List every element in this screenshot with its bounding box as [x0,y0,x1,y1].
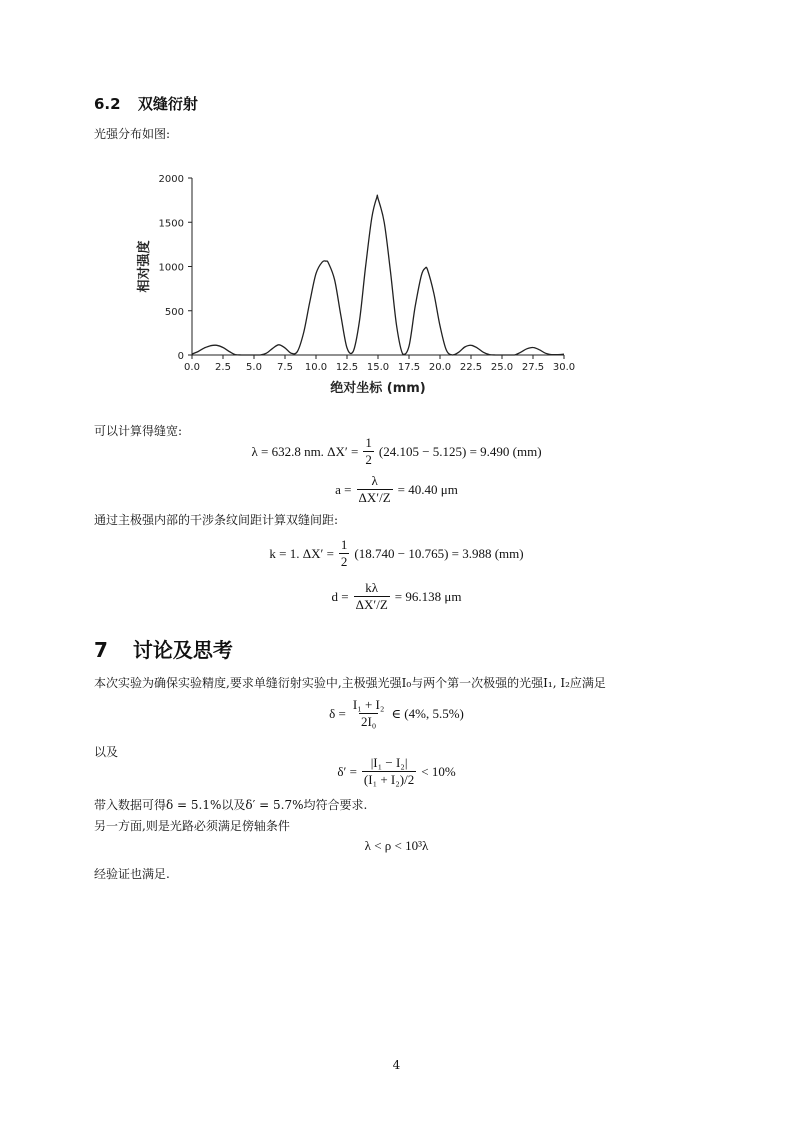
x-tick-label: 20.0 [428,362,452,373]
y-tick-label: 0 [177,351,184,362]
section-title: 讨论及思考 [132,638,233,662]
section-title: 双缝衍射 [137,95,198,113]
eq-lhs: a = [335,481,352,497]
x-tick-label: 25.0 [490,362,514,373]
y-tick-label: 500 [164,306,184,318]
x-tick-label: 0.0 [184,362,200,373]
and-text: 以及 [94,745,119,759]
x-tick-label: 2.5 [215,362,231,373]
eq-denominator: 2I₀ [360,714,377,729]
eq-numerator: |I₁ − I₂| [370,755,408,770]
eq-denominator: (I₁ + I₂)/2 [363,772,415,787]
eq-lhs: δ′ = [337,763,357,779]
equation-fringe-dx [0,538,793,569]
section-number: 6.2 [94,95,121,113]
equation-slit-separation [0,581,793,612]
discussion-paragraph: 本次实验为确保实验精度,要求单缝衍射实验中,主极强光强I₀与两个第一次极强的光强I₁, I₂应满足 [94,676,606,690]
y-tick-label: 1000 [158,262,184,274]
y-tick-label: 1500 [158,218,184,230]
eq-numerator: 1 [365,435,372,450]
eq-numerator: 1 [340,537,348,552]
eq-numerator: kλ [365,580,379,595]
eq-lhs: k = 1. ΔX′ = [269,545,334,561]
result-text: 带入数据可得δ = 5.1%以及δ′ = 5.7%均符合要求. [94,798,368,812]
y-tick-label: 2000 [158,174,184,185]
x-tick-label: 30.0 [552,362,576,373]
x-tick-label: 22.5 [459,362,483,373]
eq-rhs: (24.105 − 5.125) = 9.490 (mm) [378,443,542,459]
eq-denominator: 2 [340,554,348,569]
intensity-chart [130,170,590,415]
equation-delta-prime [0,756,793,787]
intensity-curve [192,195,564,355]
equation-paraxial: λ < ρ < 10³λ [364,838,429,853]
paraxial-text: 另一方面,则是光路必须满足傍轴条件 [94,819,290,833]
x-tick-label: 17.5 [397,362,421,373]
slit-width-text: 可以计算得缝宽: [94,424,183,438]
equation-slit-width [0,474,793,505]
verified-text: 经验证也满足. [94,867,170,881]
page-number: 4 [392,1058,401,1072]
x-tick-label: 10.0 [304,362,328,373]
eq-denominator: ΔX′/Z [358,490,391,505]
eq-numerator: λ [371,473,378,488]
eq-rhs: (18.740 − 10.765) = 3.988 (mm) [354,545,524,561]
equation-delta [0,698,793,729]
eq-rhs: = 96.138 μm [394,588,462,604]
section-heading-7 [94,634,233,663]
eq-rhs: ∈ (4%, 5.5%) [391,705,464,721]
x-tick-label: 27.5 [521,362,545,373]
eq-denominator: ΔX′/Z [355,597,388,612]
y-axis-label: 相对强度 [137,240,152,293]
eq-numerator: I₁ + I₂ [352,697,385,712]
intro-text: 光强分布如图: [94,127,171,141]
x-tick-label: 15.0 [366,362,390,373]
section-number: 7 [94,638,108,662]
eq-lhs: δ = [329,705,346,721]
x-axis-label: 绝对坐标 (mm) [330,381,426,396]
eq-rhs: < 10% [421,763,456,779]
eq-denominator: 2 [365,452,372,467]
eq-rhs: = 40.40 μm [397,481,458,497]
section-heading-6-2 [94,93,198,114]
x-tick-label: 5.0 [246,362,262,373]
eq-lhs: λ = 632.8 nm. ΔX′ = [251,443,359,459]
equation-slit-dx [0,436,793,467]
x-tick-label: 12.5 [335,362,359,373]
eq-lhs: d = [331,588,349,604]
double-slit-text: 通过主极强内部的干涉条纹间距计算双缝间距: [94,513,339,527]
x-tick-label: 7.5 [277,362,293,373]
